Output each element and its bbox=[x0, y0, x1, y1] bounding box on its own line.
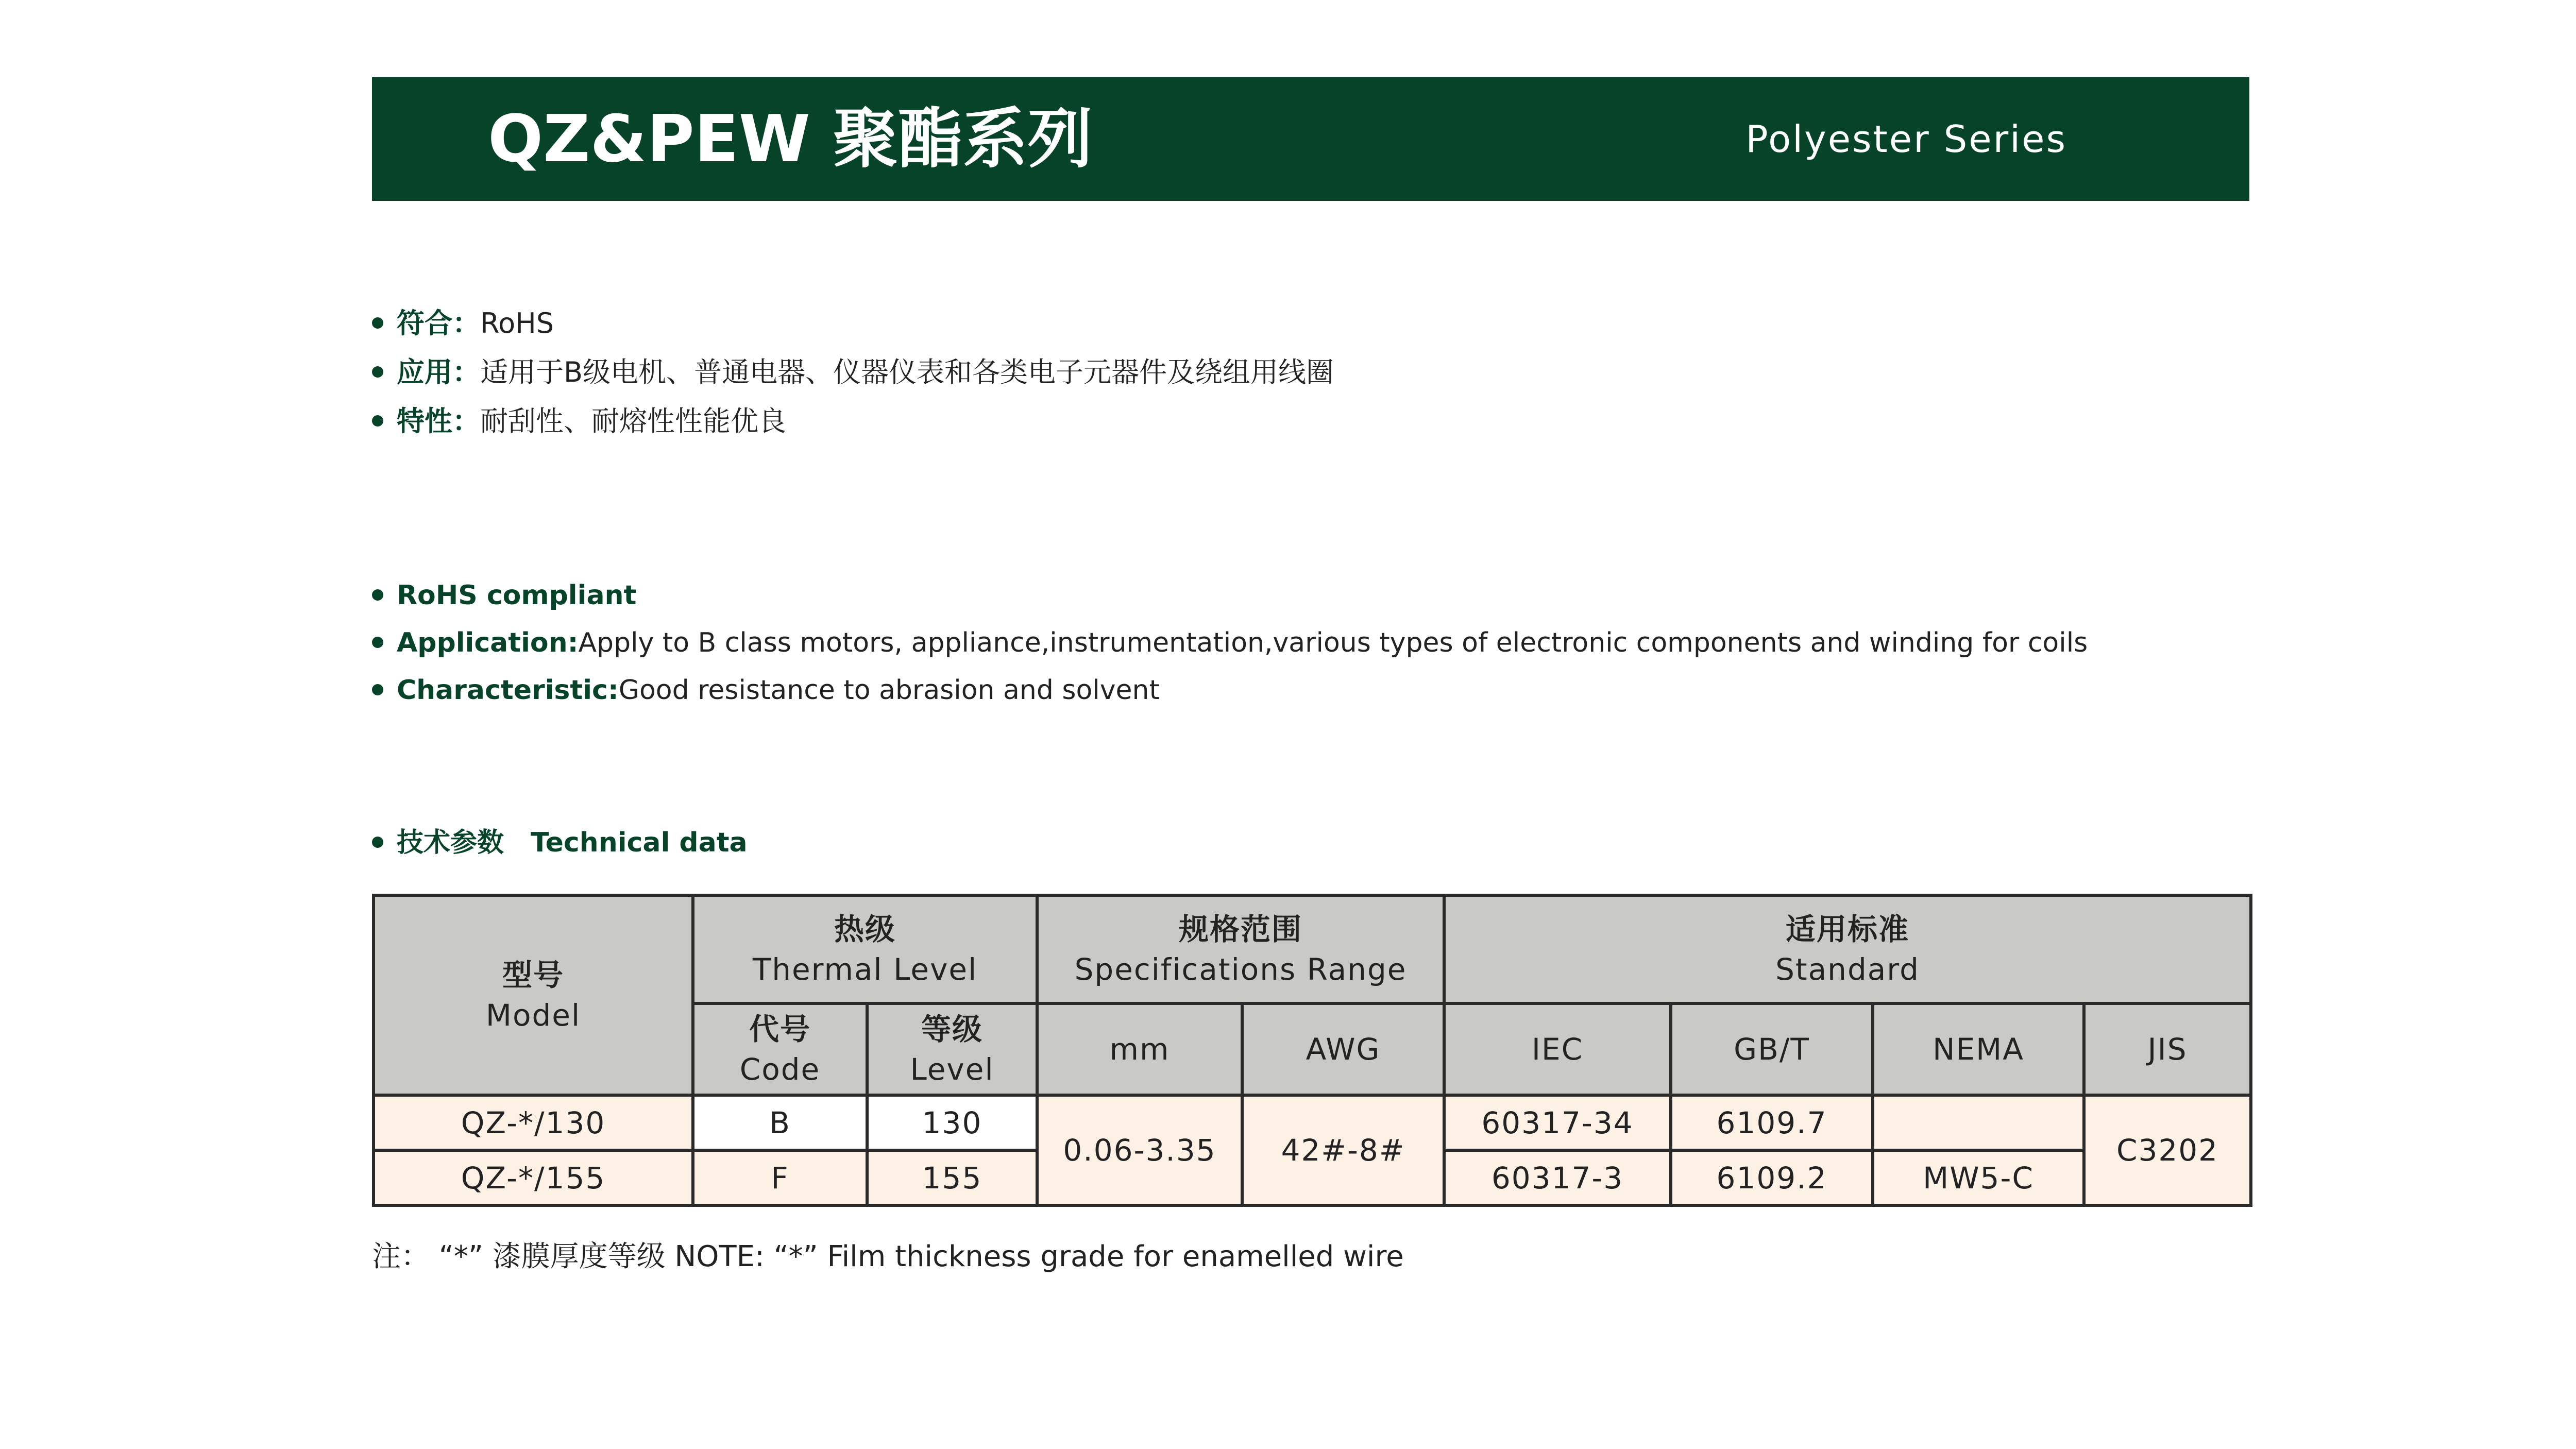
jis-cell: C3202 bbox=[2084, 1095, 2251, 1205]
bullet-icon bbox=[372, 317, 383, 329]
list-item: Application:Apply to B class motors, appliance,instrumentation,various types of electronic components and winding for coils bbox=[372, 623, 2088, 671]
awg-header: AWG bbox=[1242, 1003, 1444, 1095]
table-row bbox=[374, 1095, 2251, 1150]
code-cell: B bbox=[693, 1095, 867, 1150]
nema-cell bbox=[1873, 1095, 2084, 1150]
list-item: RoHS compliant bbox=[372, 576, 2088, 623]
chinese-features-list bbox=[372, 304, 1334, 451]
iec-cell: 60317-3 bbox=[1444, 1150, 1671, 1205]
series-title: QZ&PEW 聚酯系列 bbox=[488, 101, 1093, 177]
bullet-icon bbox=[372, 637, 383, 648]
nema-header: NEMA bbox=[1873, 1003, 2084, 1095]
english-features-list bbox=[372, 576, 2088, 718]
nema-cell: MW5-C bbox=[1873, 1150, 2084, 1205]
model-cell: QZ-*/130 bbox=[374, 1095, 693, 1150]
footnote: 注： “*” 漆膜厚度等级 NOTE: “*” Film thickness grade for enamelled wire bbox=[372, 1240, 1404, 1273]
technical-data-table bbox=[372, 894, 2252, 1207]
thermal-level-header: 热级 Thermal Level bbox=[693, 895, 1037, 1003]
iec-header: IEC bbox=[1444, 1003, 1671, 1095]
bullet-icon bbox=[372, 837, 383, 848]
level-cell: 155 bbox=[867, 1150, 1037, 1205]
list-item: 应用：适用于B级电机、普通电器、仪器仪表和各类电子元器件及绕组用线圈 bbox=[372, 353, 1334, 402]
model-cell: QZ-*/155 bbox=[374, 1150, 693, 1205]
jis-header: JIS bbox=[2084, 1003, 2251, 1095]
series-subtitle: Polyester Series bbox=[1745, 117, 2067, 161]
bullet-icon bbox=[372, 366, 383, 378]
iec-cell: 60317-34 bbox=[1444, 1095, 1671, 1150]
list-item: 特性：耐刮性、耐熔性性能优良 bbox=[372, 402, 1334, 451]
bullet-icon bbox=[372, 589, 383, 601]
table-header-row bbox=[374, 895, 2251, 1003]
model-header: 型号 Model bbox=[374, 895, 693, 1095]
bullet-icon bbox=[372, 684, 383, 695]
list-item: Characteristic:Good resistance to abrasion and solvent bbox=[372, 671, 2088, 718]
level-cell: 130 bbox=[867, 1095, 1037, 1150]
gbt-cell: 6109.2 bbox=[1671, 1150, 1873, 1205]
level-header: 等级 Level bbox=[867, 1003, 1037, 1095]
gbt-cell: 6109.7 bbox=[1671, 1095, 1873, 1150]
mm-range-cell: 0.06-3.35 bbox=[1037, 1095, 1242, 1205]
code-cell: F bbox=[693, 1150, 867, 1205]
title-banner bbox=[372, 77, 2249, 201]
code-header: 代号 Code bbox=[693, 1003, 867, 1095]
gbt-header: GB/T bbox=[1671, 1003, 1873, 1095]
mm-header: mm bbox=[1037, 1003, 1242, 1095]
standard-header: 适用标准 Standard bbox=[1444, 895, 2251, 1003]
spec-range-header: 规格范围 Specifications Range bbox=[1037, 895, 1444, 1003]
list-item: 符合：RoHS bbox=[372, 304, 1334, 353]
technical-data-heading: 技术参数 Technical data bbox=[372, 823, 748, 862]
bullet-icon bbox=[372, 415, 383, 427]
awg-range-cell: 42#-8# bbox=[1242, 1095, 1444, 1205]
